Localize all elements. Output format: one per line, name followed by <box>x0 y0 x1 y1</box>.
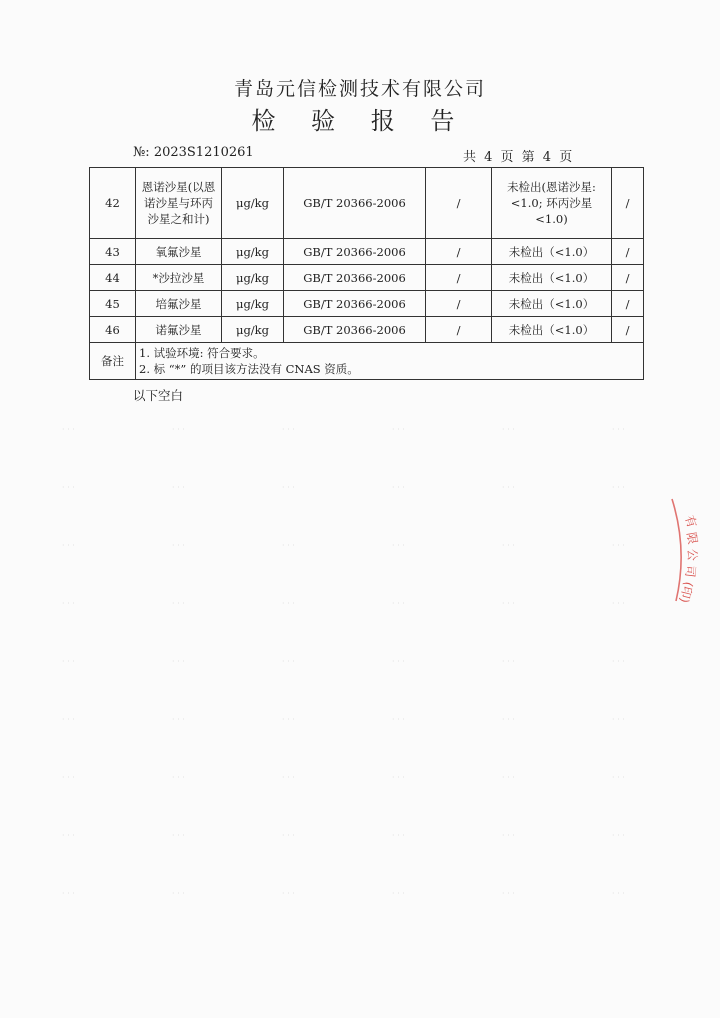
watermark-mark: · · · <box>502 773 515 782</box>
blank-below-text: 以下空白 <box>133 388 184 403</box>
method: GB/T 20366-2006 <box>284 168 426 239</box>
watermark-mark: · · · <box>62 483 75 492</box>
watermark-mark: · · · <box>172 541 185 550</box>
watermark-mark: · · · <box>172 483 185 492</box>
note-line-1: 1. 试验环境: 符合要求。 <box>139 346 265 360</box>
item-name: 恩诺沙星(以恩诺沙星与环丙沙星之和计) <box>136 168 222 239</box>
watermark-mark: · · · <box>172 425 185 434</box>
watermark-mark: · · · <box>392 483 405 492</box>
watermark-mark: · · · <box>612 715 625 724</box>
notes-label: 备注 <box>90 343 136 380</box>
svg-text:限: 限 <box>684 531 700 546</box>
table-row <box>90 317 644 343</box>
watermark-mark: · · · <box>612 889 625 898</box>
judgement: / <box>612 239 644 265</box>
watermark-mark: · · · <box>282 657 295 666</box>
table-row <box>90 239 644 265</box>
watermark-mark: · · · <box>172 773 185 782</box>
watermark-mark: · · · <box>172 657 185 666</box>
watermark-mark: · · · <box>612 483 625 492</box>
watermark-mark: · · · <box>62 889 75 898</box>
watermark-mark: · · · <box>502 889 515 898</box>
judgement: / <box>612 265 644 291</box>
watermark-mark: · · · <box>502 599 515 608</box>
watermark-mark: · · · <box>282 889 295 898</box>
row-number: 45 <box>90 291 136 317</box>
method: GB/T 20366-2006 <box>284 265 426 291</box>
unit: μg/kg <box>222 291 284 317</box>
watermark-mark: · · · <box>172 889 185 898</box>
watermark-mark: · · · <box>172 715 185 724</box>
results-table <box>89 167 644 380</box>
item-name: 培氟沙星 <box>136 291 222 317</box>
watermark-mark: · · · <box>392 425 405 434</box>
watermark-mark: · · · <box>282 773 295 782</box>
watermark-mark: · · · <box>62 657 75 666</box>
notes-content <box>136 343 644 380</box>
judgement: / <box>612 317 644 343</box>
watermark-mark: · · · <box>502 715 515 724</box>
watermark-mark: · · · <box>62 425 75 434</box>
item-name: *沙拉沙星 <box>136 265 222 291</box>
unit: μg/kg <box>222 168 284 239</box>
result: 未检出（<1.0） <box>492 317 612 343</box>
row-number: 42 <box>90 168 136 239</box>
table-row <box>90 265 644 291</box>
row-number: 44 <box>90 265 136 291</box>
row-number: 46 <box>90 317 136 343</box>
watermark-mark: · · · <box>62 541 75 550</box>
limit: / <box>426 291 492 317</box>
watermark-mark: · · · <box>62 831 75 840</box>
method: GB/T 20366-2006 <box>284 291 426 317</box>
watermark-mark: · · · <box>62 715 75 724</box>
watermark-mark: · · · <box>282 425 295 434</box>
limit: / <box>426 168 492 239</box>
watermark-mark: · · · <box>282 715 295 724</box>
watermark-mark: · · · <box>62 773 75 782</box>
unit: μg/kg <box>222 265 284 291</box>
table-row <box>90 291 644 317</box>
watermark-mark: · · · <box>282 831 295 840</box>
unit: μg/kg <box>222 239 284 265</box>
watermark-mark: · · · <box>612 541 625 550</box>
row-number: 43 <box>90 239 136 265</box>
watermark-mark: · · · <box>502 657 515 666</box>
watermark-mark: · · · <box>612 831 625 840</box>
unit: μg/kg <box>222 317 284 343</box>
watermark-mark: · · · <box>392 715 405 724</box>
watermark-mark: · · · <box>282 599 295 608</box>
watermark-mark: · · · <box>502 483 515 492</box>
watermark-mark: · · · <box>392 657 405 666</box>
svg-text:司: 司 <box>682 564 698 579</box>
watermark-mark: · · · <box>612 773 625 782</box>
watermark-mark: · · · <box>612 657 625 666</box>
watermark-mark: · · · <box>502 425 515 434</box>
result: 未检出（<1.0） <box>492 291 612 317</box>
item-name: 诺氟沙星 <box>136 317 222 343</box>
watermark-mark: · · · <box>282 541 295 550</box>
watermark-mark: · · · <box>392 889 405 898</box>
report-number: №: 2023S1210261 <box>133 145 254 160</box>
judgement: / <box>612 168 644 239</box>
watermark-mark: · · · <box>502 831 515 840</box>
limit: / <box>426 317 492 343</box>
svg-text:公: 公 <box>685 548 700 562</box>
watermark-mark: · · · <box>392 541 405 550</box>
watermark-mark: · · · <box>392 599 405 608</box>
watermark-mark: · · · <box>612 599 625 608</box>
report-title: 检 验 报 告 <box>251 107 469 135</box>
result: 未检出（<1.0） <box>492 239 612 265</box>
company-seal-stamp <box>666 495 700 605</box>
watermark-mark: · · · <box>392 831 405 840</box>
watermark-mark: · · · <box>392 773 405 782</box>
page-info: 共 4 页 第 4 页 <box>463 150 573 165</box>
method: GB/T 20366-2006 <box>284 239 426 265</box>
watermark-mark: · · · <box>172 831 185 840</box>
note-line-2: 2. 标 “*” 的项目该方法没有 CNAS 资质。 <box>139 362 359 376</box>
svg-text:有: 有 <box>682 513 700 530</box>
limit: / <box>426 265 492 291</box>
notes-row <box>90 343 644 380</box>
company-name: 青岛元信检测技术有限公司 <box>233 78 486 100</box>
limit: / <box>426 239 492 265</box>
watermark-mark: · · · <box>612 425 625 434</box>
watermark-mark: · · · <box>502 541 515 550</box>
watermark-mark: · · · <box>282 483 295 492</box>
judgement: / <box>612 291 644 317</box>
watermark-mark: · · · <box>172 599 185 608</box>
svg-text:(印): (印) <box>676 580 696 605</box>
item-name: 氧氟沙星 <box>136 239 222 265</box>
table-row <box>90 168 644 239</box>
result: 未检出(恩诺沙星: <1.0; 环丙沙星<1.0) <box>492 168 612 239</box>
watermark-mark: · · · <box>62 599 75 608</box>
result: 未检出（<1.0） <box>492 265 612 291</box>
method: GB/T 20366-2006 <box>284 317 426 343</box>
